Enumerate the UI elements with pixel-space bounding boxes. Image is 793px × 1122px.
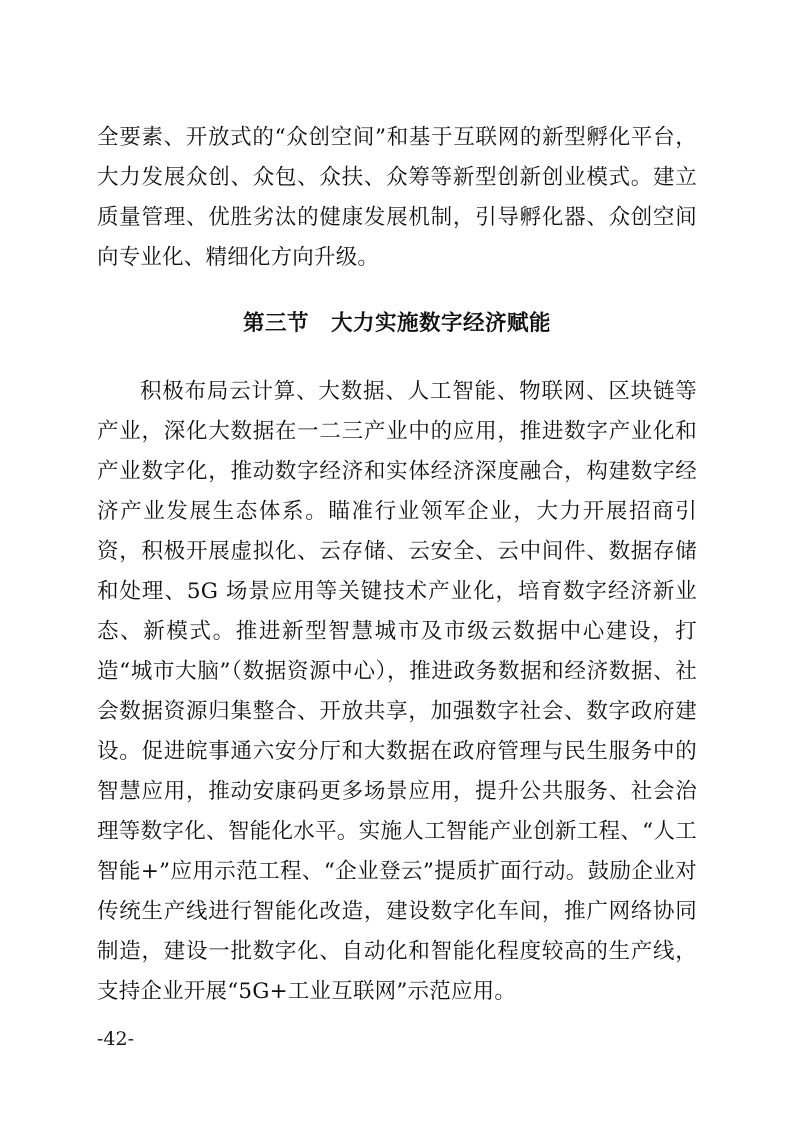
spacer-before-heading [97,278,697,304]
page-content [97,118,697,1012]
page-number: -42- [97,1028,135,1050]
section-heading: 第三节 大力实施数字经济赋能 [242,311,551,336]
paragraph-body: 积极布局云计算、大数据、人工智能、物联网、区块链等产业，深化大数据在一二三产业中的应用，推进数字产业化和产业数字化，推动数字经济和实体经济深度融合，构建数字经济产业发展生态体系。瞄准行业领军企业，大力开展招商引资，积极开展虚拟化、云存储、云安全、云中间件、数据存储和处理、5G 场景应用等关键技术产业化，培育数字经济新业态、新模式。推进新型智慧城市及市级云数据中心建设，打造“城市大脑”（数据资源中心），推进政务数据和经济数据、社会数据资源归集整合、开放共享，加强数字社会、数字政府建设。促进皖事通六安分厅和大数据在政府管理与民生服务中的智慧应用，推动安康码更多场景应用，提升公共服务、社会治理等数字化、智能化水平。实施人工智能产业创新工程、“人工智能+”应用示范工程、“企业登云”提质扩面行动。鼓励企业对传统生产线进行智能化改造，建设数字化车间，推广网络协同制造，建设一批数字化、自动化和智能化程度较高的生产线，支持企业开展“5G+工业互联网”示范应用。 [97,379,697,1004]
spacer-after-heading [97,344,697,372]
paragraph-continued: 全要素、开放式的“众创空间”和基于互联网的新型孵化平台，大力发展众创、众包、众扶、众筹等新型创新创业模式。建立质量管理、优胜劣汰的健康发展机制，引导孵化器、众创空间向专业化、精细化方向升级。 [97,125,697,270]
